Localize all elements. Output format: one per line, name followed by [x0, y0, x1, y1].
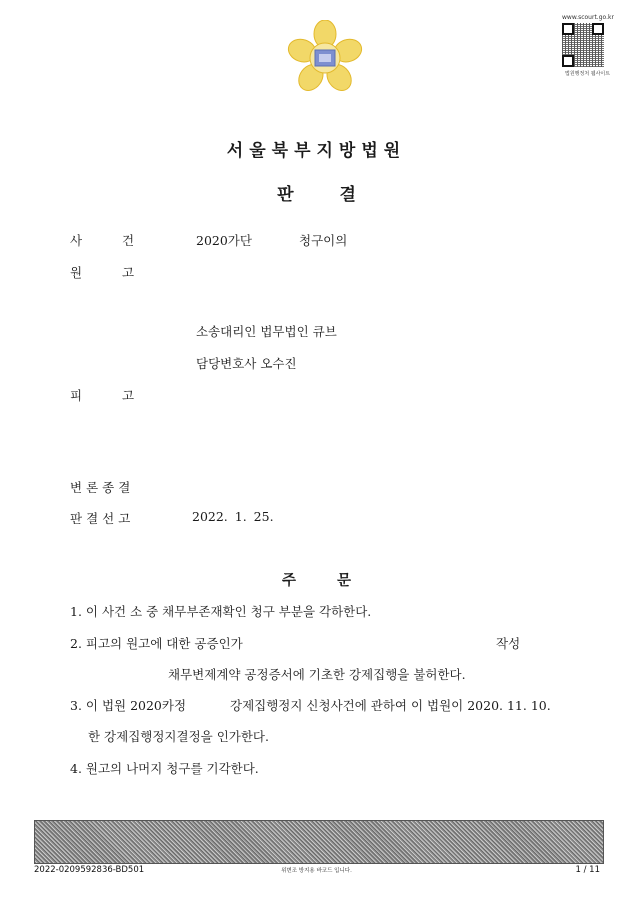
hearing-closed-label: 변론종결 — [70, 480, 135, 495]
qr-caption: 법원행정처 웹사이트 — [565, 71, 611, 77]
order-item: 2. 피고의 원고에 대한 공증인가 — [70, 636, 243, 651]
order-heading: 주 문 — [281, 572, 352, 589]
plaintiff-attorney: 담당변호사 오수진 — [196, 356, 297, 371]
document-type: 판 결 — [277, 185, 356, 205]
qr-finder-icon — [562, 55, 574, 67]
case-label: 사 건 — [70, 233, 135, 248]
order-item-continuation: 채무변제계약 공정증서에 기초한 강제집행을 불허한다. — [168, 667, 466, 682]
order-item: 4. 원고의 나머지 청구를 기각한다. — [70, 761, 259, 776]
court-name: 서울북부지방법원 — [226, 141, 407, 161]
order-item-continuation: 작성 — [496, 636, 521, 651]
document-code: 2022-0209592836-BD501 — [34, 865, 145, 875]
barcode-note: 위변조 방지용 바코드 입니다. — [281, 868, 352, 874]
defendant-label: 피 고 — [70, 388, 135, 403]
court-emblem-icon — [287, 20, 363, 96]
anti-forgery-barcode — [34, 820, 604, 864]
judgment-date: 2022. 1. 25. — [192, 509, 274, 524]
order-item: 1. 이 사건 소 중 채무부존재확인 청구 부분을 각하한다. — [70, 604, 372, 619]
order-item-continuation: 한 강제집행정지결정을 인가한다. — [88, 729, 269, 744]
judgment-date-label: 판결선고 — [70, 511, 135, 526]
order-item: 3. 이 법원 2020카정 — [70, 698, 187, 713]
plaintiff-counsel: 소송대리인 법무법인 큐브 — [196, 324, 337, 339]
order-item-continuation: 강제집행정지 신청사건에 관하여 이 법원이 2020. 11. 10. — [230, 698, 551, 713]
qr-finder-icon — [592, 23, 604, 35]
case-number: 2020가단 — [196, 233, 252, 248]
qr-finder-icon — [562, 23, 574, 35]
verification-url: www.scourt.go.kr — [562, 14, 614, 21]
plaintiff-label: 원 고 — [70, 265, 135, 280]
case-title: 청구이의 — [299, 233, 348, 248]
page-number: 1 / 11 — [575, 865, 600, 875]
